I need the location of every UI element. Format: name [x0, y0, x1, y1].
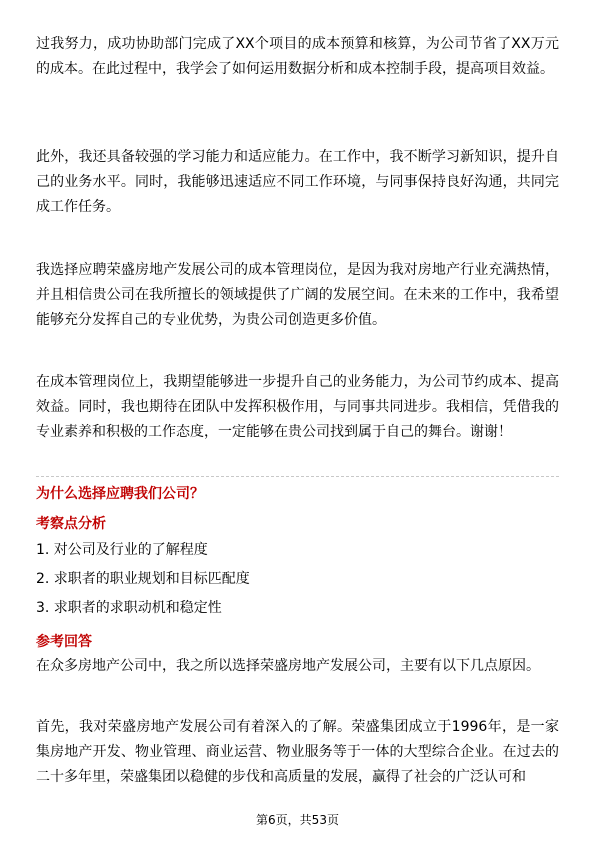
paragraph-cost-savings: 过我努力，成功协助部门完成了XX个项目的成本预算和核算，为公司节省了XX万元的成本。在此过程中，我学会了如何运用数据分析和成本控制手段，提高项目效益。: [36, 36, 559, 77]
section-divider: [36, 476, 559, 477]
question-title: 为什么选择应聘我们公司？: [36, 486, 204, 502]
answer-paragraph-company-knowledge: 首先，我对荣盛房地产发展公司有着深入的了解。荣盛集团成立于1996年，是一家集房地产开发、物业管理、商业运营、物业服务等于一体的大型综合企业。在过去的二十多年里，荣盛集团以稳健的步伐和高质量的发展，赢得了社会的广泛认可和: [36, 719, 559, 785]
analysis-heading: 考察点分析: [36, 516, 106, 532]
analysis-point: 3. 求职者的求职动机和稳定性: [36, 600, 222, 616]
paragraph-learning-ability: 此外，我还具备较强的学习能力和适应能力。在工作中，我不断学习新知识，提升自己的业务水平。同时，我能够迅速适应不同工作环境，与同事保持良好沟通，共同完成工作任务。: [36, 149, 559, 215]
page-number: 第6页，共53页: [256, 813, 339, 827]
paragraph-expectations: 在成本管理岗位上，我期望能够进一步提升自己的业务能力，为公司节约成本、提高效益。同时，我也期待在团队中发挥积极作用，与同事共同进步。我相信，凭借我的专业素养和积极的工作态度，一定能够在贵公司找到属于自己的舞台。谢谢！: [36, 374, 559, 440]
analysis-point: 2. 求职者的职业规划和目标匹配度: [36, 571, 250, 587]
answer-heading: 参考回答: [36, 634, 92, 650]
paragraph-motivation: 我选择应聘荣盛房地产发展公司的成本管理岗位，是因为我对房地产行业充满热情，并且相信贵公司在我所擅长的领域提供了广阔的发展空间。在未来的工作中，我希望能够充分发挥自己的专业优势，为贵公司创造更多价值。: [36, 262, 559, 328]
answer-intro: 在众多房地产公司中，我之所以选择荣盛房地产发展公司，主要有以下几点原因。: [36, 658, 540, 674]
analysis-point: 1. 对公司及行业的了解程度: [36, 542, 208, 558]
